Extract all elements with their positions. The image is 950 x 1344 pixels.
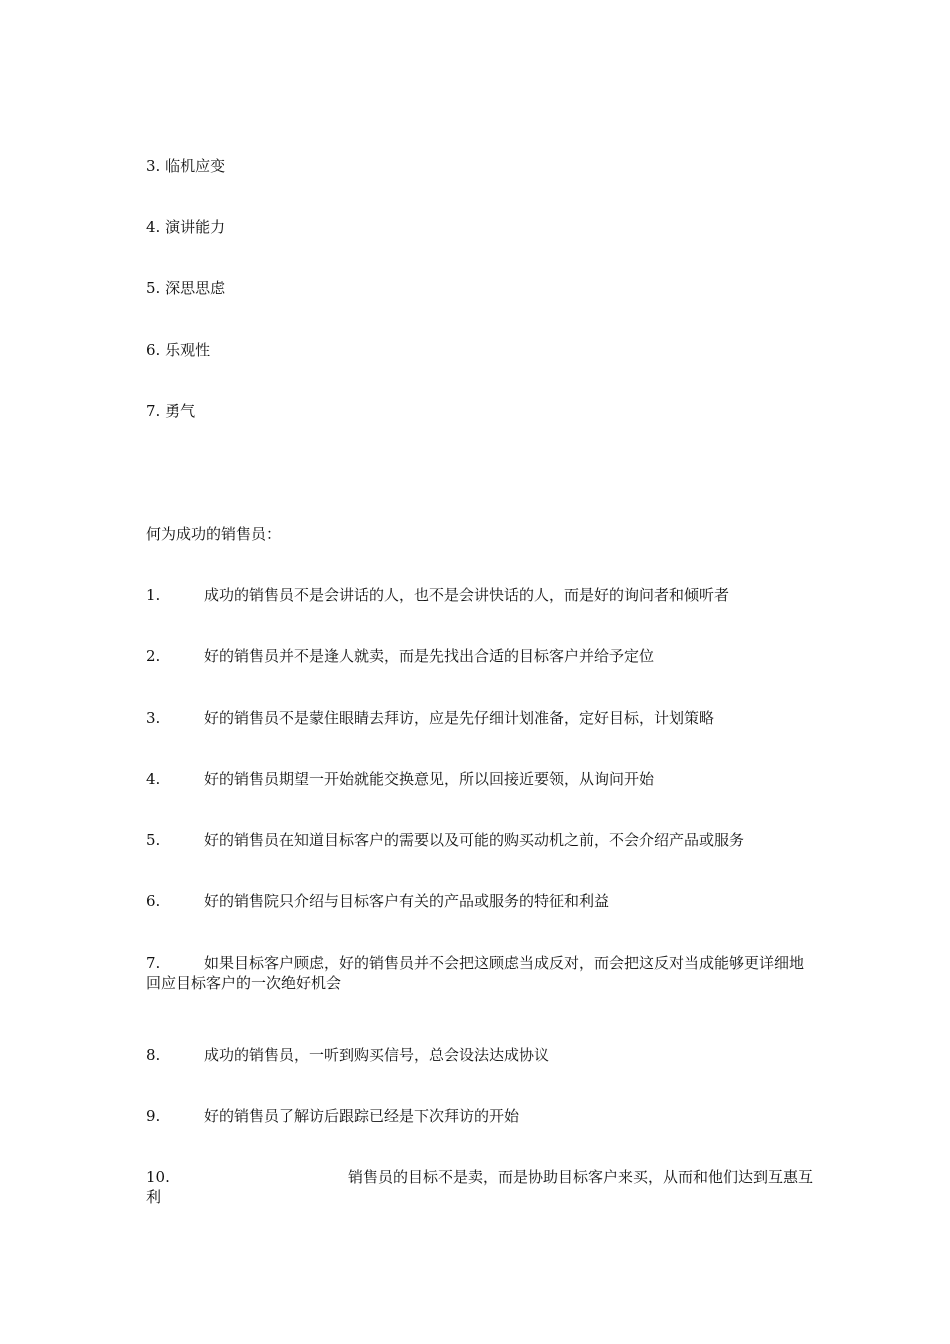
list-text: 临机应变 (165, 157, 226, 175)
list-number: 1. (146, 586, 161, 604)
list-number: 8. (146, 1046, 161, 1064)
list-item (146, 891, 609, 911)
list-item (146, 278, 225, 298)
list-item (146, 401, 195, 421)
list-text: 销售员的目标不是卖，而是协助目标客户来买，从而和他们达到互惠互利 (146, 1168, 814, 1206)
list-number: 7. (146, 954, 161, 972)
list-number: 3. (146, 157, 161, 175)
list-item (146, 953, 816, 993)
list-number: 3. (146, 709, 161, 727)
list-text: 如果目标客户顾虑，好的销售员并不会把这顾虑当成反对，而会把这反对当成能够更详细地回应目标客户的一次绝好机会 (146, 954, 805, 992)
list-number: 6. (146, 892, 161, 910)
list-text: 好的销售员了解访后跟踪已经是下次拜访的开始 (204, 1107, 520, 1125)
list-text: 乐观性 (165, 341, 211, 359)
list-text: 成功的销售员，一听到购买信号，总会设法达成协议 (204, 1046, 550, 1064)
list-item (146, 1106, 519, 1126)
list-item (146, 585, 729, 605)
list-text: 勇气 (165, 402, 196, 420)
list-item (146, 830, 744, 850)
list-item (146, 217, 225, 237)
list-item (146, 1167, 816, 1207)
list-text: 好的销售员期望一开始就能交换意见，所以回接近要领，从询问开始 (204, 770, 655, 788)
list-text: 好的销售员并不是逢人就卖，而是先找出合适的目标客户并给予定位 (204, 647, 655, 665)
list-number: 9. (146, 1107, 161, 1125)
list-item (146, 708, 714, 728)
list-text: 演讲能力 (165, 218, 226, 236)
list-item (146, 769, 654, 789)
list-number: 5. (146, 279, 161, 297)
list-item (146, 646, 654, 666)
list-number: 5. (146, 831, 161, 849)
list-text: 好的销售员在知道目标客户的需要以及可能的购买动机之前，不会介绍产品或服务 (204, 831, 745, 849)
list-text: 深思思虑 (165, 279, 226, 297)
list-number: 10. (146, 1168, 170, 1186)
list-text: 成功的销售员不是会讲话的人，也不是会讲快话的人，而是好的询问者和倾听者 (204, 586, 730, 604)
list-item (146, 1045, 549, 1065)
list-text: 好的销售院只介绍与目标客户有关的产品或服务的特征和利益 (204, 892, 610, 910)
list-item (146, 156, 225, 176)
list-number: 4. (146, 218, 161, 236)
list-item (146, 340, 210, 360)
section-heading: 何为成功的销售员： (146, 525, 282, 543)
list-number: 4. (146, 770, 161, 788)
list-text: 好的销售员不是蒙住眼睛去拜访，应是先仔细计划准备，定好目标，计划策略 (204, 709, 715, 727)
list-number: 6. (146, 341, 161, 359)
list-number: 7. (146, 402, 161, 420)
list-number: 2. (146, 647, 161, 665)
